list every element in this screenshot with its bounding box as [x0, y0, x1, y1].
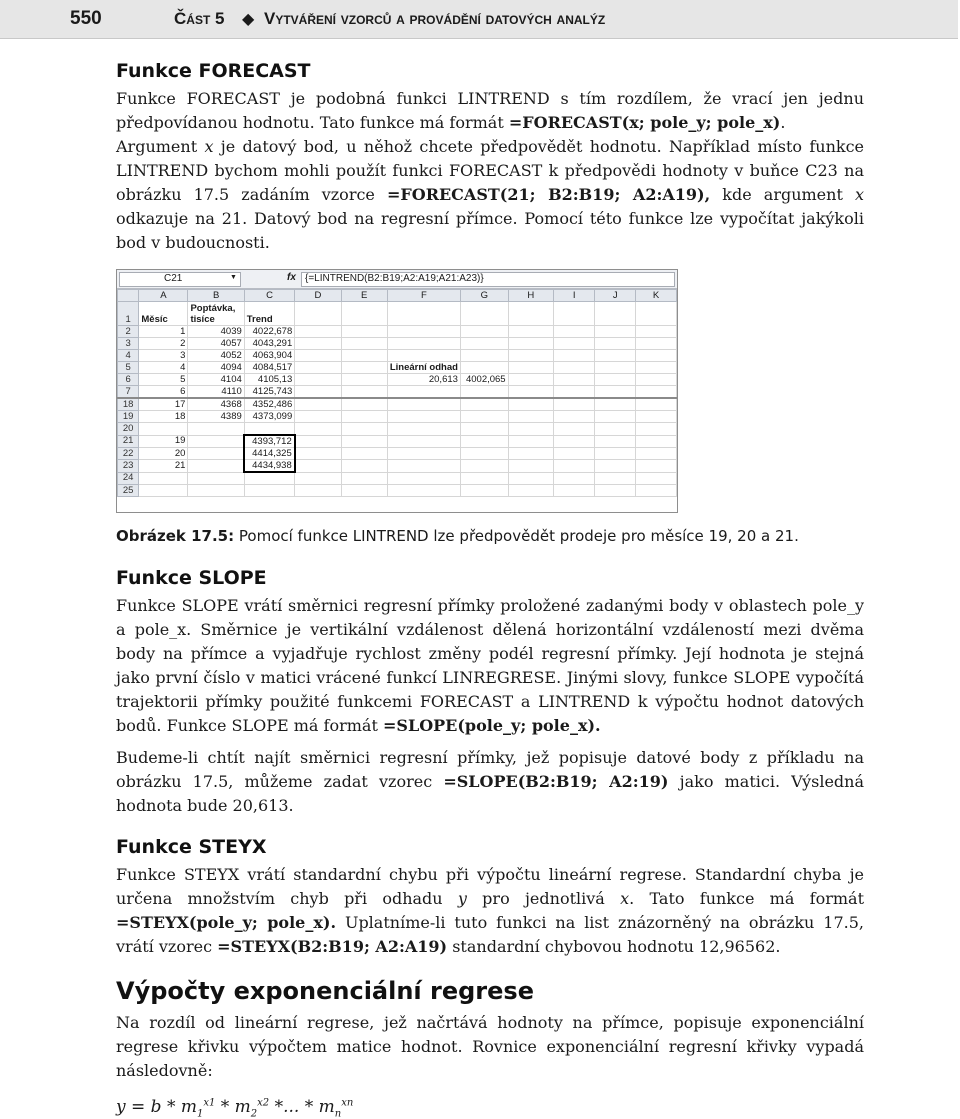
cell[interactable]: 4084,517 [244, 362, 294, 374]
cell[interactable]: 4110 [188, 386, 244, 399]
cell[interactable] [295, 460, 341, 473]
cell[interactable] [508, 435, 553, 448]
cell[interactable] [341, 302, 387, 326]
cell[interactable] [341, 472, 387, 485]
steyx-paragraph: Funkce STEYX vrátí standardní chybu při výpočtu lineární regrese. Standardní chyba je určena množstvím chyb při odhadu y pro jednotlivá x. Tato funkce má formát =STEYX(pole_y; pole_x). Uplatníme-li tuto funkci na list znázorněný na obrázku 17.5, vrátí vzorec =STEYX(B2:B19; A2:A19) standardní chybovou hodnotu 12,96562. [116, 865, 865, 956]
column-headers [118, 290, 677, 302]
cell[interactable] [295, 423, 341, 436]
cell[interactable] [554, 472, 595, 485]
table-row [118, 448, 677, 460]
cell[interactable] [295, 386, 341, 399]
cell[interactable] [508, 448, 553, 460]
cell[interactable] [595, 350, 636, 362]
cell[interactable] [295, 374, 341, 386]
cell[interactable] [595, 374, 636, 386]
cell[interactable]: 20,613 [387, 374, 460, 386]
cell[interactable] [508, 460, 553, 473]
cell[interactable] [387, 448, 460, 460]
cell[interactable] [460, 350, 508, 362]
cell[interactable] [341, 423, 387, 436]
cell[interactable] [188, 423, 244, 436]
cell[interactable] [341, 435, 387, 448]
cell[interactable] [554, 338, 595, 350]
cell[interactable] [460, 411, 508, 423]
cell[interactable] [636, 472, 677, 485]
chapter-title: Vytváření vzorců a provádění datových analýz [264, 9, 606, 28]
column-header[interactable]: A [139, 290, 188, 302]
cell[interactable] [636, 460, 677, 473]
cell[interactable]: 4373,099 [244, 411, 294, 423]
expo-heading: Výpočty exponenciální regrese [116, 977, 534, 1005]
cell[interactable]: 4002,065 [460, 374, 508, 386]
column-header[interactable]: E [341, 290, 387, 302]
cell[interactable]: 4094 [188, 362, 244, 374]
cell[interactable] [554, 448, 595, 460]
selected-cell[interactable]: 4434,938 [244, 460, 294, 473]
table-row [118, 350, 677, 362]
column-header[interactable]: K [636, 290, 677, 302]
column-header[interactable]: I [554, 290, 595, 302]
cell[interactable] [387, 326, 460, 338]
cell[interactable] [341, 338, 387, 350]
selected-cell[interactable]: 4414,325 [244, 448, 294, 460]
cell[interactable] [508, 302, 553, 326]
cell[interactable] [554, 350, 595, 362]
cell[interactable] [554, 386, 595, 399]
cell[interactable] [341, 374, 387, 386]
cell[interactable] [460, 472, 508, 485]
cell[interactable] [508, 423, 553, 436]
cell[interactable] [508, 398, 553, 411]
cell[interactable]: 1 [139, 326, 188, 338]
cell[interactable] [595, 362, 636, 374]
cell[interactable]: 4043,291 [244, 338, 294, 350]
cell[interactable] [341, 485, 387, 497]
cell[interactable] [387, 411, 460, 423]
cell[interactable] [387, 338, 460, 350]
row-header[interactable]: 21 [118, 435, 139, 448]
cell[interactable] [244, 423, 294, 436]
chevron-down-icon: ▼ [230, 274, 237, 281]
cell[interactable] [387, 485, 460, 497]
cell[interactable] [460, 302, 508, 326]
cell[interactable] [595, 338, 636, 350]
cell[interactable] [554, 398, 595, 411]
row-header[interactable]: 4 [118, 350, 139, 362]
cell[interactable] [295, 326, 341, 338]
slope-paragraph-2: Budeme-li chtít najít směrnici regresní přímky, jež popisuje datové body z příkladu na obrázku 17.5, můžeme zadat vzorec =SLOPE(B2:B19; A2:19) jako matici. Výsledná hodnota bude 20,613. [116, 748, 865, 815]
cell[interactable] [460, 326, 508, 338]
table-row [118, 423, 677, 436]
cell[interactable] [595, 398, 636, 411]
select-all-corner[interactable] [118, 290, 139, 302]
cell[interactable] [554, 362, 595, 374]
cell[interactable] [508, 350, 553, 362]
cell[interactable] [636, 338, 677, 350]
cell[interactable] [636, 398, 677, 411]
cell[interactable]: 4022,678 [244, 326, 294, 338]
cell[interactable] [188, 448, 244, 460]
cell[interactable] [139, 472, 188, 485]
row-header[interactable]: 23 [118, 460, 139, 473]
cell[interactable] [387, 423, 460, 436]
cell[interactable]: 20 [139, 448, 188, 460]
table-row [118, 302, 677, 326]
row-header[interactable]: 5 [118, 362, 139, 374]
cell[interactable] [139, 423, 188, 436]
cell[interactable]: 4389 [188, 411, 244, 423]
column-header[interactable]: J [595, 290, 636, 302]
cell[interactable] [341, 386, 387, 399]
cell[interactable] [139, 485, 188, 497]
cell[interactable] [295, 448, 341, 460]
cell[interactable] [295, 338, 341, 350]
cell[interactable] [595, 448, 636, 460]
diamond-icon: ◆ [242, 11, 255, 28]
cell[interactable] [636, 374, 677, 386]
cell[interactable] [595, 472, 636, 485]
cell[interactable] [508, 338, 553, 350]
table-row [118, 374, 677, 386]
cell[interactable]: Lineární odhad [387, 362, 460, 374]
cell[interactable]: 4105,13 [244, 374, 294, 386]
cell[interactable] [188, 435, 244, 448]
cell[interactable]: Měsíc [139, 302, 188, 326]
part-label: Část 5 [174, 9, 225, 28]
column-header[interactable]: D [295, 290, 341, 302]
column-header[interactable]: B [188, 290, 244, 302]
cell[interactable] [636, 485, 677, 497]
cell[interactable] [460, 435, 508, 448]
cell[interactable] [595, 435, 636, 448]
slope-paragraph-1: Funkce SLOPE vrátí směrnici regresní přímky proložené zadanými body v oblastech pole_y a pole_x. Směrnice je vertikální vzdálenost dělená horizontální vzdáleností mezi dvěma body na přímce a vyjadřuje rychlost změny podél regresní přímky. Její hodnota je stejná jako první číslo v matici vrácené funkcí LINREGRESE. Jinými slovy, funkce SLOPE vypočítá trajektorii přímky použité funkcemi FORECAST a LINTREND k výpočtu hodnot datových bodů. Funkce SLOPE má formát =SLOPE(pole_y; pole_x). [116, 596, 864, 735]
table-row [118, 326, 677, 338]
forecast-paragraph-2: Argument x je datový bod, u něhož chcete předpovědět hodnotu. Například místo funkce LINTREND bychom mohli použít funkci FORECAST k předpovědi hodnoty v buňce C23 na obrázku 17.5 zadáním vzorce =FORECAST(21; B2:B19; A2:A19), kde argument x odkazuje na 21. Datový bod na regresní přímce. Pomocí této funkce lze vypočítat jakýkoli bod v budoucnosti. [116, 137, 865, 252]
cell[interactable] [554, 423, 595, 436]
cell[interactable] [295, 472, 341, 485]
cell[interactable] [460, 386, 508, 399]
row-header[interactable]: 18 [118, 398, 139, 411]
cell[interactable] [554, 374, 595, 386]
cell[interactable] [554, 326, 595, 338]
cell[interactable] [595, 423, 636, 436]
cell[interactable] [387, 472, 460, 485]
cell[interactable] [636, 302, 677, 326]
cell[interactable] [387, 435, 460, 448]
cell[interactable] [508, 362, 553, 374]
cell[interactable] [295, 411, 341, 423]
cell[interactable] [460, 448, 508, 460]
row-header[interactable]: 1 [118, 302, 139, 326]
cell[interactable]: 18 [139, 411, 188, 423]
formula-bar [117, 270, 677, 289]
cell[interactable] [554, 485, 595, 497]
table-row [118, 435, 677, 448]
cell[interactable] [460, 460, 508, 473]
table-row [118, 386, 677, 399]
table-row [118, 460, 677, 473]
cell[interactable] [595, 460, 636, 473]
cell[interactable]: 3 [139, 350, 188, 362]
cell[interactable] [595, 326, 636, 338]
row-header[interactable]: 6 [118, 374, 139, 386]
cell[interactable] [508, 326, 553, 338]
cell[interactable] [295, 435, 341, 448]
row-header[interactable]: 7 [118, 386, 139, 399]
cell[interactable] [295, 302, 341, 326]
cell[interactable] [387, 350, 460, 362]
cell[interactable]: 4057 [188, 338, 244, 350]
row-header[interactable]: 19 [118, 411, 139, 423]
column-header[interactable]: F [387, 290, 460, 302]
forecast-heading: Funkce FORECAST [116, 60, 311, 82]
cell[interactable] [341, 362, 387, 374]
cell[interactable] [554, 411, 595, 423]
cell[interactable] [554, 460, 595, 473]
table-row [118, 472, 677, 485]
table-row [118, 362, 677, 374]
selected-cell[interactable]: 4393,712 [244, 435, 294, 448]
cell[interactable] [508, 472, 553, 485]
cell[interactable]: 17 [139, 398, 188, 411]
cell[interactable]: 4352,486 [244, 398, 294, 411]
cell[interactable] [508, 374, 553, 386]
expo-paragraph: Na rozdíl od lineární regrese, jež načrtává hodnoty na přímce, popisuje exponenciální regrese křivku výpočtem matice hodnot. Rovnice exponenciální regresní křivky vypadá následovně: [116, 1013, 864, 1080]
forecast-paragraph-1: Funkce FORECAST je podobná funkci LINTREND s tím rozdílem, že vrací jen jednu předpovídanou hodnotu. Tato funkce má formát =FORECAST(x; pole_y; pole_x). [116, 89, 864, 132]
cell[interactable]: 4368 [188, 398, 244, 411]
cell[interactable] [341, 398, 387, 411]
function-icon[interactable]: fx [287, 272, 296, 283]
cell[interactable] [387, 302, 460, 326]
cell[interactable] [636, 386, 677, 399]
column-header[interactable]: H [508, 290, 553, 302]
cell[interactable] [636, 448, 677, 460]
page-content [116, 60, 864, 1119]
cell[interactable] [460, 485, 508, 497]
table-row [118, 411, 677, 423]
row-header[interactable]: 24 [118, 472, 139, 485]
figure-caption: Obrázek 17.5: Pomocí funkce LINTREND lze předpovědět prodeje pro měsíce 19, 20 a 21. [116, 527, 799, 545]
cell[interactable] [387, 386, 460, 399]
cell[interactable]: 2 [139, 338, 188, 350]
column-header[interactable]: G [460, 290, 508, 302]
cell[interactable] [508, 485, 553, 497]
cell[interactable] [341, 350, 387, 362]
cell[interactable] [595, 386, 636, 399]
cell[interactable] [295, 485, 341, 497]
cell[interactable] [387, 398, 460, 411]
cell[interactable]: 4125,743 [244, 386, 294, 399]
cell[interactable] [636, 362, 677, 374]
row-header[interactable]: 22 [118, 448, 139, 460]
cell[interactable] [460, 362, 508, 374]
cell[interactable] [341, 411, 387, 423]
cell[interactable] [188, 485, 244, 497]
name-box[interactable]: C21 ▼ [119, 272, 241, 287]
slope-heading: Funkce SLOPE [116, 567, 267, 589]
cell[interactable] [244, 472, 294, 485]
cell[interactable] [387, 460, 460, 473]
cell[interactable]: 4063,904 [244, 350, 294, 362]
cell[interactable] [636, 411, 677, 423]
cell[interactable] [295, 362, 341, 374]
cell[interactable]: 4052 [188, 350, 244, 362]
cell[interactable] [341, 448, 387, 460]
table-row [118, 398, 677, 411]
cell[interactable] [508, 411, 553, 423]
formula-input[interactable]: {=LINTREND(B2:B19;A2:A19;A21:A23)} [301, 272, 675, 287]
cell[interactable]: 4 [139, 362, 188, 374]
cell[interactable]: Poptávka, tisíce [188, 302, 244, 326]
cell[interactable]: 5 [139, 374, 188, 386]
cell[interactable] [295, 398, 341, 411]
steyx-heading: Funkce STEYX [116, 836, 267, 858]
cell[interactable] [244, 485, 294, 497]
column-header[interactable]: C [244, 290, 294, 302]
regression-equation: $y = b * m_1^{x1} * m_2^{x2}$ *... * $m_n^{xn}$ [116, 1097, 354, 1119]
cell[interactable] [508, 386, 553, 399]
cell-grid [117, 289, 677, 497]
table-row [118, 485, 677, 497]
running-header [0, 0, 958, 39]
cell[interactable] [341, 326, 387, 338]
cell[interactable] [595, 302, 636, 326]
cell[interactable] [636, 326, 677, 338]
cell[interactable]: 4104 [188, 374, 244, 386]
row-header[interactable]: 25 [118, 485, 139, 497]
cell[interactable] [188, 472, 244, 485]
cell[interactable] [460, 338, 508, 350]
cell[interactable] [295, 350, 341, 362]
cell[interactable] [595, 411, 636, 423]
cell[interactable]: 19 [139, 435, 188, 448]
row-header[interactable]: 2 [118, 326, 139, 338]
table-row [118, 338, 677, 350]
cell[interactable] [636, 423, 677, 436]
cell[interactable] [636, 350, 677, 362]
row-header[interactable]: 20 [118, 423, 139, 436]
cell[interactable] [460, 398, 508, 411]
cell[interactable]: Trend [244, 302, 294, 326]
cell[interactable] [460, 423, 508, 436]
cell[interactable]: 4039 [188, 326, 244, 338]
cell[interactable] [595, 485, 636, 497]
cell[interactable] [554, 302, 595, 326]
spreadsheet-figure [116, 269, 678, 513]
cell[interactable]: 6 [139, 386, 188, 399]
cell[interactable]: 21 [139, 460, 188, 473]
cell[interactable] [341, 460, 387, 473]
cell[interactable] [636, 435, 677, 448]
cell[interactable] [188, 460, 244, 473]
page-number: 550 [70, 8, 102, 29]
cell[interactable] [554, 435, 595, 448]
row-header[interactable]: 3 [118, 338, 139, 350]
